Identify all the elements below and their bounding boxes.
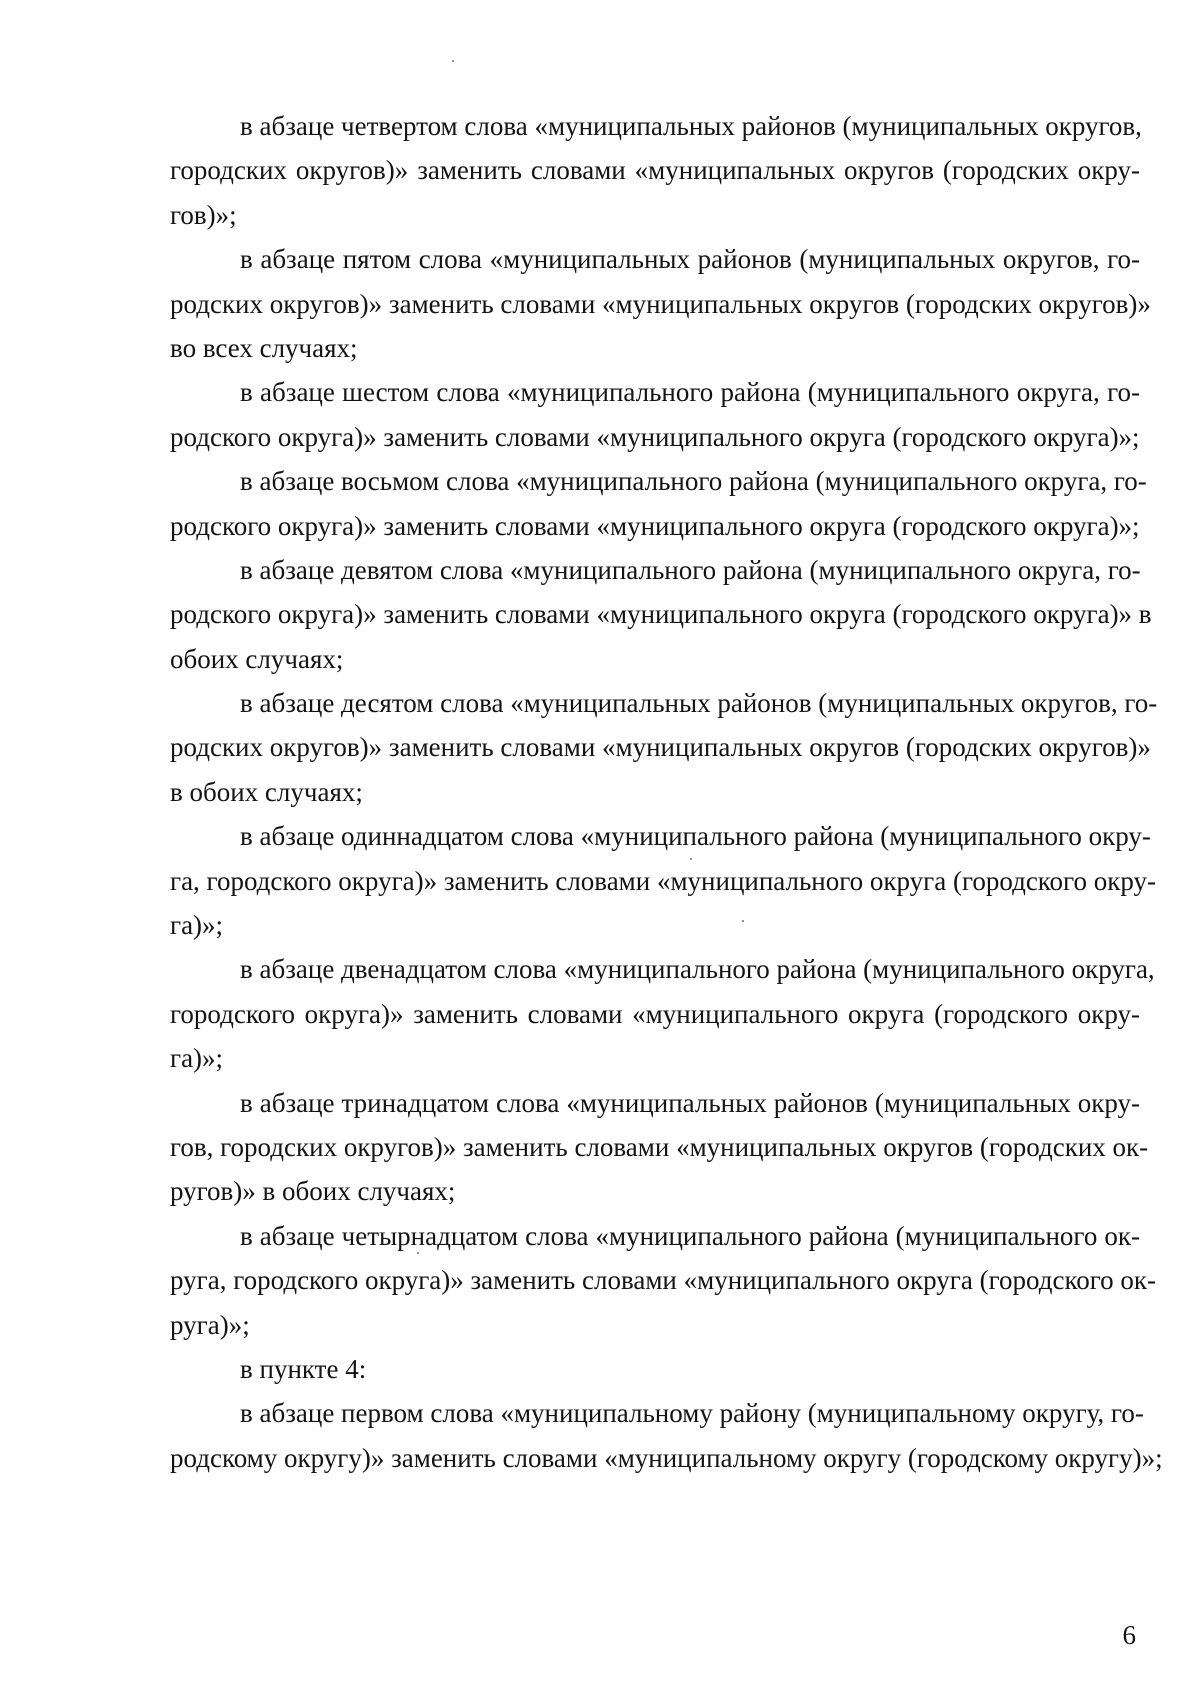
paragraph-abzac-6: [170, 370, 1140, 459]
text-line: руга)»;: [170, 1309, 250, 1340]
text-line: ругов)» в обоих случаях;: [170, 1176, 456, 1207]
paragraph-abzac-13: [170, 1081, 1149, 1214]
text-line: обоих случаях;: [170, 643, 344, 674]
text-line: в абзаце десятом слова «муниципальных районов (муниципальных округов, го-: [240, 688, 1158, 719]
text-line: га)»;: [170, 1043, 224, 1074]
text-line: родских округов)» заменить словами «муниципальных округов (городских округов)»: [170, 288, 1151, 319]
paragraph-abzac-14: [170, 1214, 1156, 1347]
document-body: [170, 104, 1163, 1480]
paragraph-punkt-4-abzac-1: [170, 1391, 1163, 1480]
text-line: в абзаце девятом слова «муниципального района (муниципального округа, го-: [240, 554, 1141, 585]
text-line: в абзаце шестом слова «муниципального района (муниципального округа, го-: [240, 377, 1140, 408]
text-line: в абзаце одиннадцатом слова «муниципального района (муниципального окру-: [240, 821, 1151, 852]
text-line: родских округов)» заменить словами «муниципальных округов (городских округов)»: [170, 732, 1151, 763]
text-line: городских округов)» заменить словами «муниципальных округов (городских окру-: [170, 155, 1140, 186]
page-number: 6: [1122, 1620, 1136, 1650]
text-line: гов, городских округов)» заменить словами «муниципальных округов (городских ок-: [170, 1131, 1149, 1162]
paragraph-abzac-9: [170, 548, 1152, 681]
text-line: городского округа)» заменить словами «муниципального округа (городского окру-: [170, 998, 1140, 1029]
text-line: родского округа)» заменить словами «муниципального округа (городского округа)» в: [170, 599, 1152, 630]
text-line: в абзаце первом слова «муниципальному району (муниципальному округу, го-: [240, 1398, 1144, 1429]
text-line: в абзаце двенадцатом слова «муниципального района (муниципального округа,: [240, 954, 1155, 985]
text-line: в абзаце восьмом слова «муниципального района (муниципального округа, го-: [240, 466, 1147, 497]
text-line: во всех случаях;: [170, 332, 358, 363]
text-line: га, городского округа)» заменить словами «муниципального округа (городского окру-: [170, 865, 1156, 896]
paragraph-abzac-11: [170, 814, 1156, 947]
paragraph-abzac-5: [170, 237, 1151, 370]
text-line: руга, городского округа)» заменить словами «муниципального округа (городского ок-: [170, 1265, 1156, 1296]
paragraph-abzac-4: [170, 104, 1140, 237]
text-line: родского округа)» заменить словами «муниципального округа (городского округа)»;: [170, 421, 1140, 452]
text-line: в абзаце четырнадцатом слова «муниципального района (муниципального ок-: [240, 1220, 1140, 1251]
paragraph-punkt-4: [170, 1347, 1140, 1391]
text-line: гов)»;: [170, 199, 237, 230]
text-line: родскому округу)» заменить словами «муниципальному округу (городскому округу)»;: [170, 1442, 1163, 1473]
text-line: га)»;: [170, 910, 224, 941]
text-line: в абзаце пятом слова «муниципальных районов (муниципальных округов, го-: [240, 244, 1140, 275]
paragraph-abzac-12: [170, 947, 1155, 1080]
text-line: родского округа)» заменить словами «муниципального округа (городского округа)»;: [170, 510, 1140, 541]
text-line: в абзаце четвертом слова «муниципальных районов (муниципальных округов,: [240, 111, 1142, 141]
scan-speck: [452, 60, 454, 62]
text-line: в абзаце тринадцатом слова «муниципальных районов (муниципальных окру-: [240, 1087, 1140, 1118]
paragraph-abzac-8: [170, 459, 1147, 548]
text-line: в пункте 4:: [240, 1353, 367, 1384]
paragraph-abzac-10: [170, 681, 1158, 814]
text-line: в обоих случаях;: [170, 776, 363, 807]
